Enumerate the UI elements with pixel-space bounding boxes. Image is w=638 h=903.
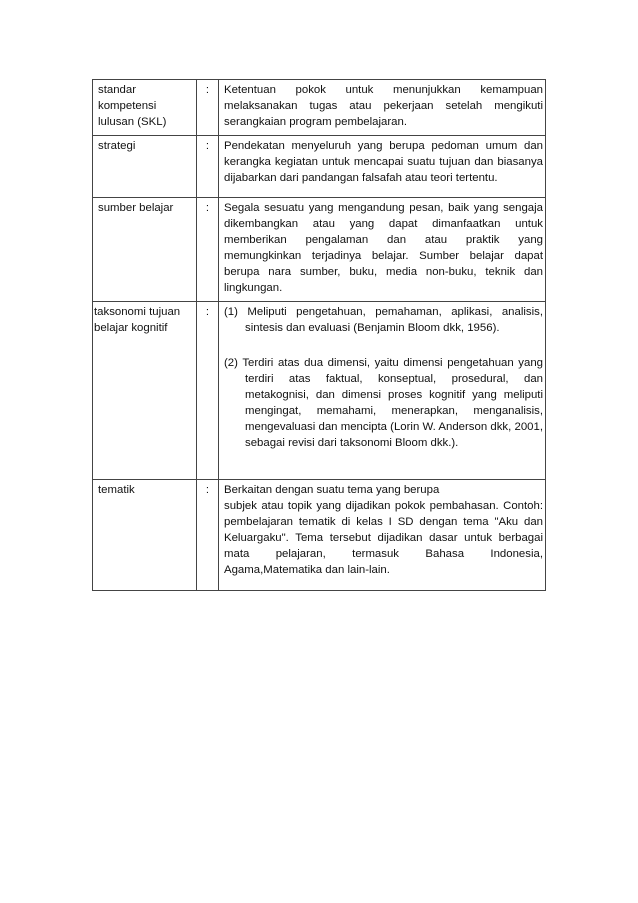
list-item-text: Terdiri atas dua dimensi, yaitu dimensi pengetahuan yang terdiri atas faktual, konseptual, prosedural, dan metakognisi, dan dimensi proses kognitif yang meliputi mengingat, memahami, menerapkan, menganalisis, mengevaluasi dan mencipta (Lorin W. Anderson dkk, 2001, sebagai revisi dari taksonomi Bloom dkk.). [242, 357, 544, 449]
glossary-row [93, 136, 546, 198]
glossary-definition [219, 480, 546, 591]
glossary-table [92, 79, 546, 591]
term-separator: : [197, 480, 219, 591]
list-item-text: Meliputi pengetahuan, pemahaman, aplikasi, analisis, sintesis dan evaluasi (Benjamin Bloom dkk, 1956). [245, 306, 543, 334]
list-item-number: (1) [224, 306, 238, 318]
definition-list-item [224, 355, 543, 451]
definition-lead-text: Berkaitan dengan suatu tema yang berupa [224, 484, 440, 496]
term-separator: : [197, 136, 219, 198]
glossary-definition [219, 136, 546, 198]
glossary-row [93, 198, 546, 302]
glossary-term: strategi [93, 136, 197, 198]
definition-text: Segala sesuatu yang mengandung pesan, baik yang sengaja dikembangkan atau yang dapat dimanfaatkan untuk memberikan pengalaman dan atau praktik yang memungkinkan terjadinya belajar. Sumber belajar dapat berupa nara sumber, buku, media non-buku, teknik dan lingkungan. [224, 202, 543, 294]
term-separator: : [197, 198, 219, 302]
glossary-definition [219, 198, 546, 302]
glossary-term: taksonomi tujuan belajar kognitif [93, 302, 197, 480]
definition-list-item [224, 304, 543, 336]
term-separator: : [197, 302, 219, 480]
glossary-definition [219, 80, 546, 136]
glossary-term: standar kompetensi lulusan (SKL) [93, 80, 197, 136]
definition-text: Pendekatan menyeluruh yang berupa pedoman umum dan kerangka kegiatan untuk mencapai suatu tujuan dan biasanya dijabarkan dari pandangan falsafah atau teori tertentu. [224, 140, 543, 184]
glossary-row [93, 480, 546, 591]
glossary-definition [219, 302, 546, 480]
glossary-row [93, 302, 546, 480]
definition-text: subjek atau topik yang dijadikan pokok pembahasan. Contoh: pembelajaran tematik di kelas I SD dengan tema "Aku dan Keluargaku". Tema tersebut dijadikan dasar untuk berbagai mata pelajaran, termasuk Bahasa Indonesia, Agama,Matematika dan lain-lain. [224, 500, 543, 576]
definition-text: Ketentuan pokok untuk menunjukkan kemampuan melaksanakan tugas atau pekerjaan setelah mengikuti serangkaian program pembelajaran. [224, 84, 543, 128]
glossary-term: sumber belajar [93, 198, 197, 302]
list-item-number: (2) [224, 357, 238, 369]
glossary-term: tematik [93, 480, 197, 591]
glossary-row [93, 80, 546, 136]
term-separator: : [197, 80, 219, 136]
